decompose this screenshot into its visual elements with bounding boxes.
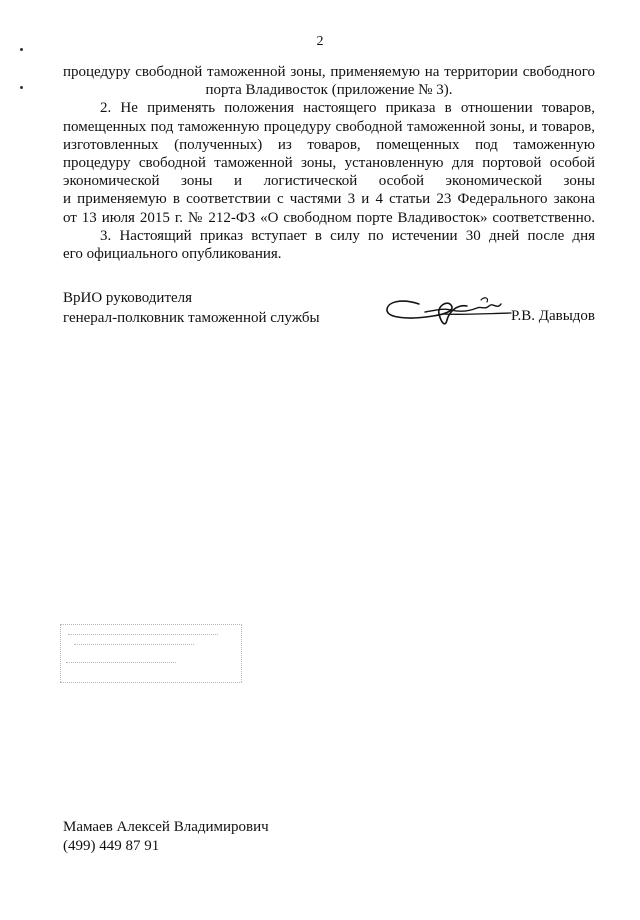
body-line: от 13 июля 2015 г. № 212-ФЗ «О свободном порте Владивосток» соответственно. [63,209,595,226]
body-line: экономической зоны и логистической особой экономической зоны [63,173,595,190]
body-line: процедуру свободной таможенной зоны, применяемую на территории свободного [63,64,595,80]
scan-speck [20,86,23,89]
body-text [63,63,595,263]
page-number: 2 [316,34,324,49]
position-line: ВрИО руководителя [63,290,193,306]
handwritten-signature [381,288,521,330]
body-line: и применяемую в соответствии с частями 3 и 4 статьи 23 Федерального закона [63,191,595,208]
position-line: генерал-полковник таможенной службы [63,310,320,326]
contact-name: Мамаев Алексей Владимирович [63,819,269,835]
body-line: изготовленных (полученных) из товаров, помещенных под таможенную [63,136,595,153]
body-line: его официального опубликования. [63,246,282,263]
body-line: порта Владивосток (приложение № 3). [205,82,453,99]
signatory-name: Р.В. Давыдов [511,308,595,324]
faint-stamp [60,622,242,684]
body-line: помещенных под таможенную процедуру свободной таможенной зоны, и товаров, [63,118,595,135]
signatory-position [63,288,320,328]
body-line: 2. Не применять положения настоящего приказа в отношении товаров, [100,100,595,117]
contact-block [63,818,269,856]
body-line: процедуру свободной таможенной зоны, установленную для портовой особой [63,155,595,172]
contact-phone: (499) 449 87 91 [63,838,160,854]
body-line: 3. Настоящий приказ вступает в силу по истечении 30 дней после дня [100,227,595,244]
